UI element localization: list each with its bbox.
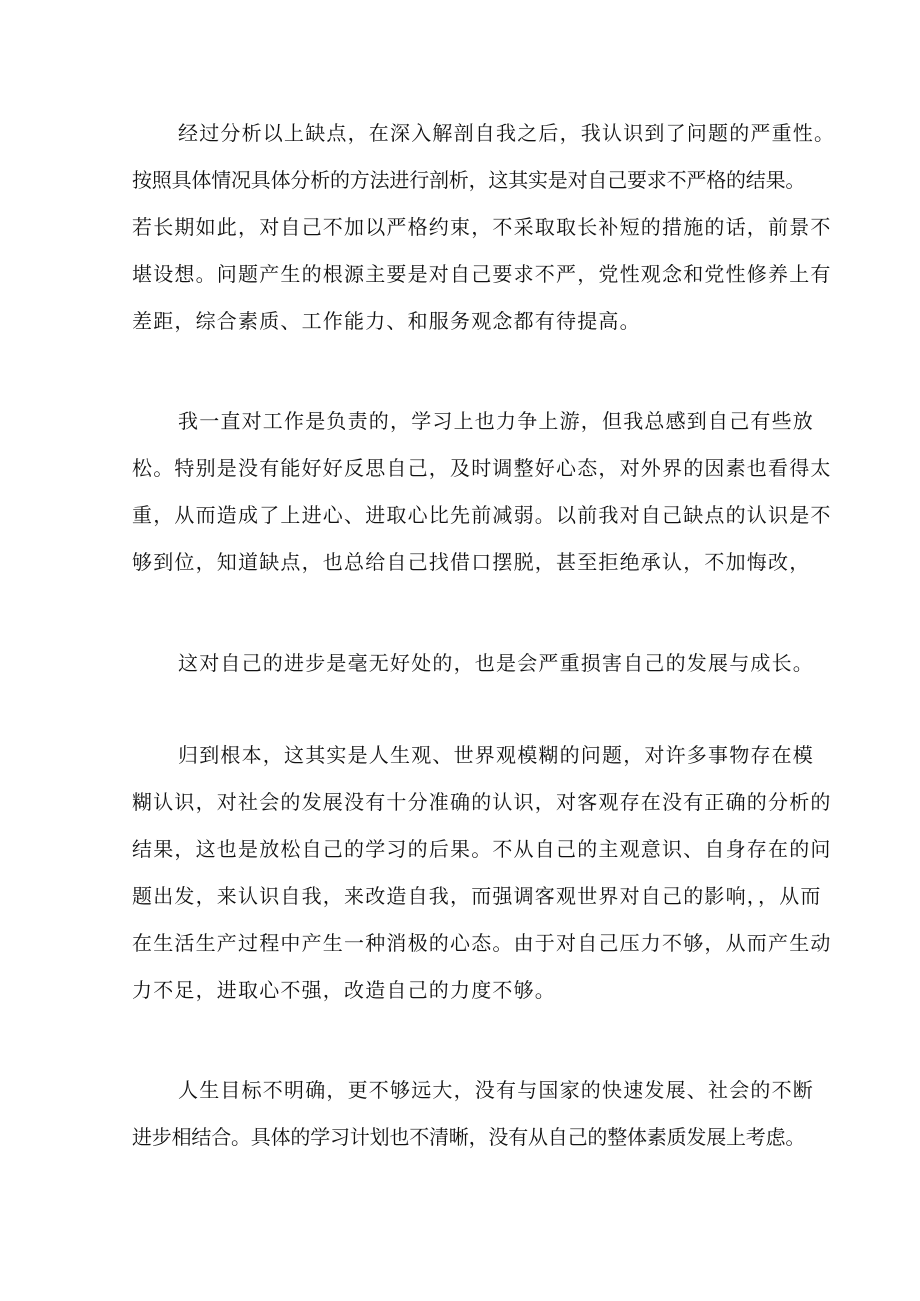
paragraph-2 <box>132 398 832 586</box>
paragraph-3 <box>132 640 814 687</box>
paragraph-line: 差距，综合素质、工作能力、和服务观念都有待提高。 <box>132 309 641 333</box>
paragraph-line: 归到根本，这其实是人生观、世界观模糊的问题，对许多事物存在模 <box>178 743 814 767</box>
paragraph-5 <box>132 1067 814 1161</box>
paragraph-line: 按照具体情况具体分析的方法进行剖析，这其实是对自己要求不严格的结果。 <box>132 168 806 192</box>
paragraph-line: 经过分析以上缺点，在深入解剖自我之后，我认识到了问题的严重性。 <box>178 121 836 145</box>
paragraph-4 <box>132 732 832 1014</box>
paragraph-line: 若长期如此，对自己不加以严格约束，不采取取长补短的措施的话，前景不 <box>132 215 832 239</box>
paragraph-line: 题出发，来认识自我，来改造自我，而强调客观世界对自己的影响，，从而 <box>132 884 822 908</box>
paragraph-line: 在生活生产过程中产生一种消极的心态。由于对自己压力不够，从而产生动 <box>132 931 832 955</box>
paragraph-line: 重，从而造成了上进心、进取心比先前减弱。以前我对自己缺点的认识是不 <box>132 503 832 527</box>
paragraph-line: 结果，这也是放松自己的学习的后果。不从自己的主观意识、自身存在的问 <box>132 837 832 861</box>
paragraph-line: 糊认识，对社会的发展没有十分准确的认识，对客观存在没有正确的分析的 <box>132 790 832 814</box>
paragraph-line: 力不足，进取心不强，改造自己的力度不够。 <box>132 978 556 1002</box>
paragraph-line: 这对自己的进步是毫无好处的，也是会严重损害自己的发展与成长。 <box>178 651 814 675</box>
paragraph-1 <box>132 110 836 345</box>
paragraph-line: 人生目标不明确，更不够远大，没有与国家的快速发展、社会的不断 <box>178 1078 814 1102</box>
paragraph-line: 堪设想。问题产生的根源主要是对自己要求不严，党性观念和党性修养上有 <box>132 262 832 286</box>
paragraph-line: 我一直对工作是负责的，学习上也力争上游，但我总感到自己有些放 <box>178 409 814 433</box>
paragraph-line: 松。特别是没有能好好反思自己，及时调整好心态，对外界的因素也看得太 <box>132 456 832 480</box>
paragraph-line: 够到位，知道缺点，也总给自己找借口摆脱，甚至拒绝承认，不加悔改， <box>132 550 811 574</box>
paragraph-line: 进步相结合。具体的学习计划也不清晰，没有从自己的整体素质发展上考虑。 <box>132 1125 806 1149</box>
